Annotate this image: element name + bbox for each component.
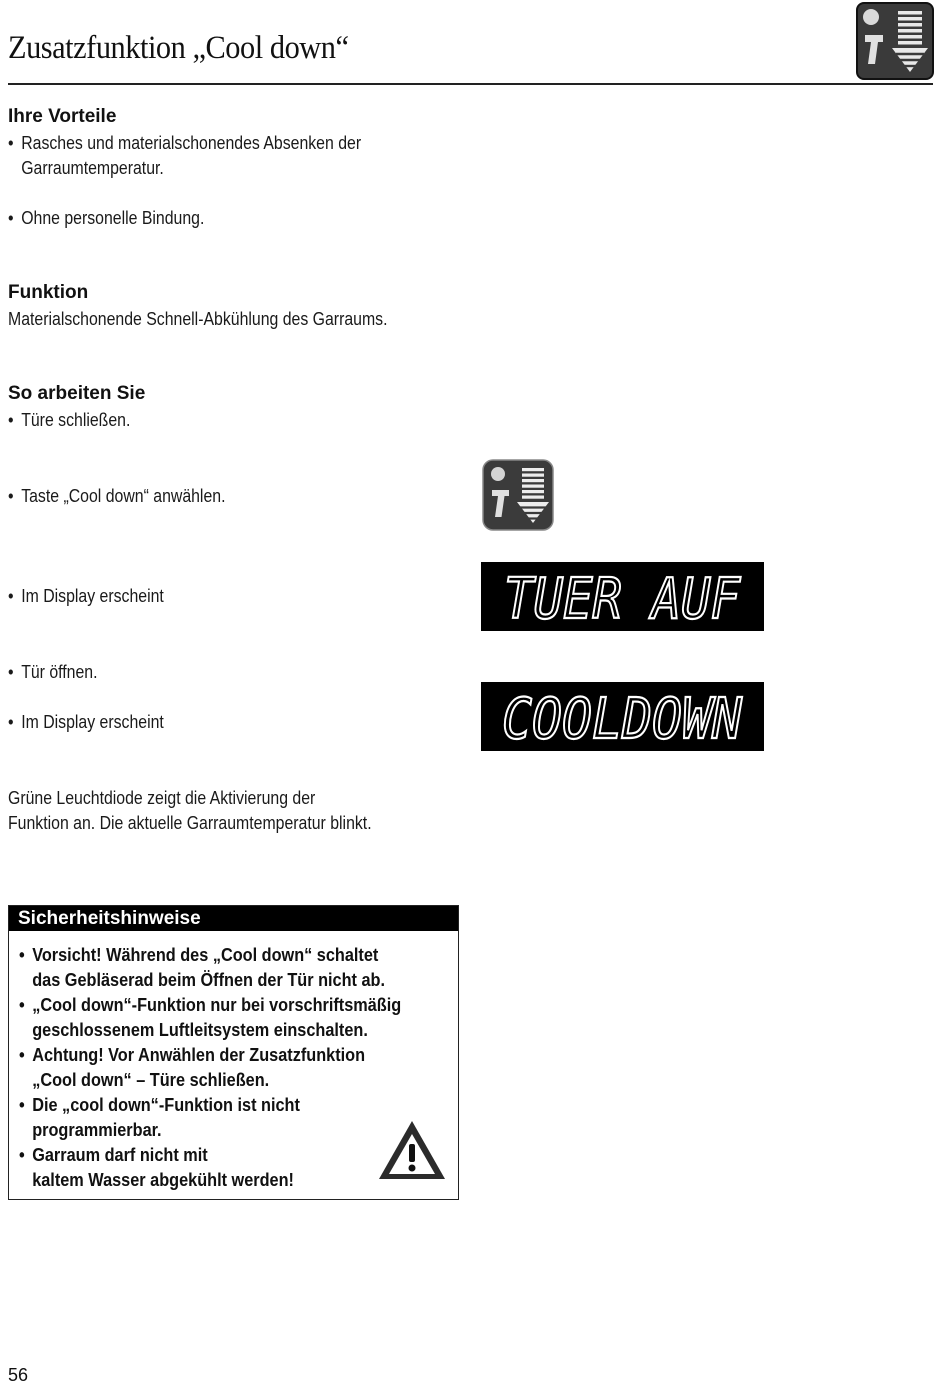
safety-line-text: programmierbar. [32, 1119, 162, 1140]
cooldown-function-icon [856, 2, 934, 80]
cooldown-button-icon [482, 459, 556, 533]
bullet-dot: • [19, 944, 25, 965]
bullet-dot: • [19, 994, 25, 1015]
safety-line-text: Vorsicht! Während des „Cool down“ schaltet [32, 944, 379, 965]
howto-heading: So arbeiten Sie [8, 383, 146, 404]
function-text: Materialschonende Schnell-Abkühlung des Garraums. [8, 309, 388, 329]
display-text-cooldown: COOLDOWN [502, 687, 743, 751]
advantages-heading: Ihre Vorteile [8, 106, 117, 127]
safety-line-text: geschlossenem Luftleitsystem einschalten. [32, 1019, 368, 1040]
step-select-cooldown: • Taste „Cool down“ anwählen. [8, 486, 226, 506]
advantage-item-1: • Rasches und materialschonendes Absenken der Garraumtemperatur. [8, 133, 362, 178]
function-heading: Funktion [8, 282, 89, 303]
safety-item-continuation [19, 1017, 401, 1042]
safety-line-text: Achtung! Vor Anwählen der Zusatzfunktion [32, 1044, 366, 1065]
safety-item-continuation [19, 1067, 401, 1092]
safety-item [19, 1092, 401, 1117]
safety-line-text: das Gebläserad beim Öffnen der Tür nicht ab. [32, 969, 386, 990]
step-close-door: • Türe schließen. [8, 410, 131, 430]
warning-triangle-icon [376, 1118, 448, 1182]
step-open-door: • Tür öffnen. [8, 662, 98, 682]
bullet-dot: • [19, 1144, 25, 1165]
led-note: Grüne Leuchtdiode zeigt die Aktivierung der Funktion an. Die aktuelle Garraumtemperatur blinkt. [8, 788, 372, 833]
advantage-item-2: • Ohne personelle Bindung. [8, 208, 205, 228]
safety-item-continuation [19, 1117, 401, 1142]
display-text-tuer-auf: TUER AUF [504, 567, 742, 631]
safety-item-continuation [19, 1167, 401, 1192]
step-display-appears-1: • Im Display erscheint [8, 586, 164, 606]
bullet-dot: • [19, 1044, 25, 1065]
safety-line-text: Die „cool down“-Funktion ist nicht [32, 1094, 300, 1115]
header-divider [8, 83, 933, 85]
page-title: Zusatzfunktion „Cool down“ [8, 30, 349, 66]
safety-line-text: „Cool down“ – Türe schließen. [32, 1069, 270, 1090]
display-cooldown [481, 682, 764, 751]
safety-item [19, 942, 401, 967]
page-number: 56 [8, 1365, 29, 1385]
safety-line-text: kaltem Wasser abgekühlt werden! [32, 1169, 294, 1190]
safety-heading: Sicherheitshinweise [9, 906, 458, 931]
safety-line-text: „Cool down“-Funktion nur bei vorschriftsmäßig [32, 994, 402, 1015]
safety-line-text: Garraum darf nicht mit [32, 1144, 208, 1165]
display-tuer-auf [481, 562, 764, 631]
step-display-appears-2: • Im Display erscheint [8, 712, 164, 732]
safety-item [19, 992, 401, 1017]
safety-list [19, 942, 401, 1192]
safety-item [19, 1142, 401, 1167]
safety-item-continuation [19, 967, 401, 992]
safety-item [19, 1042, 401, 1067]
bullet-dot: • [19, 1094, 25, 1115]
